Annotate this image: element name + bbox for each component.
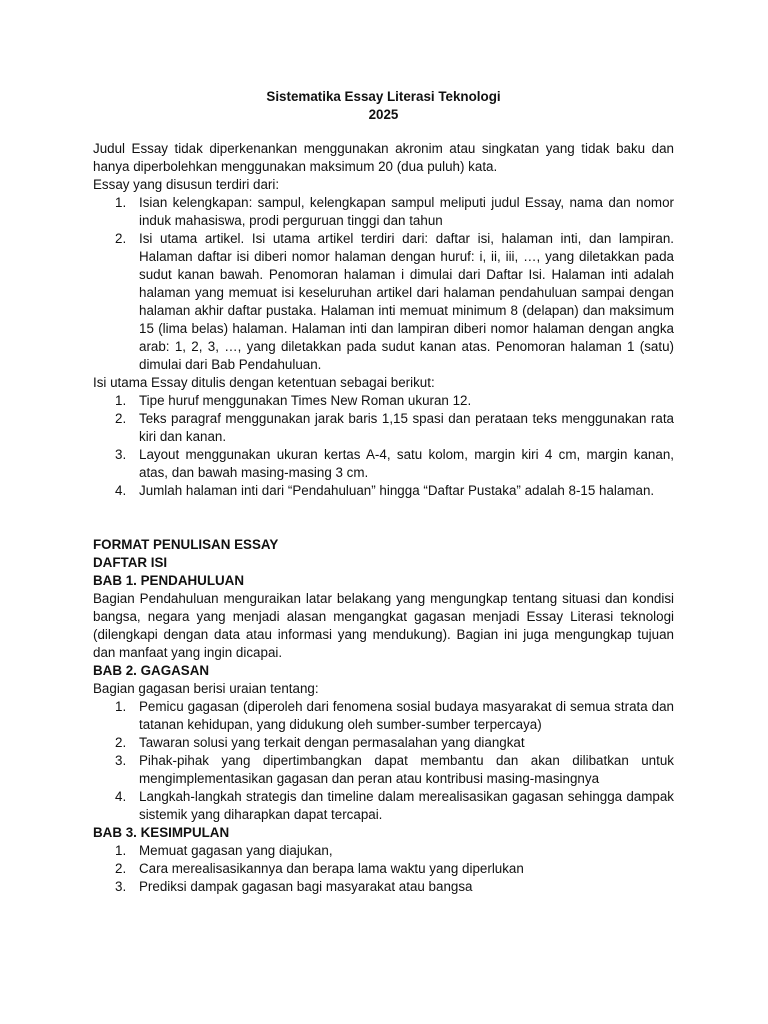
bab3-heading: BAB 3. KESIMPULAN (93, 825, 230, 840)
list-number: 2. (115, 231, 127, 246)
list-number: 4. (115, 483, 127, 498)
list-item-text: Jumlah halaman inti dari “Pendahuluan” hingga “Daftar Pustaka” adalah 8-15 halaman. (139, 483, 655, 498)
list-item (93, 482, 674, 500)
list-number: 2. (115, 411, 127, 426)
list-number: 1. (115, 699, 127, 714)
toc-heading: DAFTAR ISI (93, 555, 168, 570)
list-item (93, 734, 674, 752)
list-item (93, 410, 674, 446)
bab3-list (93, 842, 674, 896)
list-number: 3. (115, 879, 127, 894)
bab2-lead: Bagian gagasan berisi uraian tentang: (93, 681, 319, 696)
list-item (93, 842, 674, 860)
format-heading: FORMAT PENULISAN ESSAY (93, 537, 279, 552)
list-item (93, 788, 674, 824)
list-item-text: Memuat gagasan yang diajukan, (139, 843, 333, 858)
list-number: 3. (115, 447, 127, 462)
list-item-text: Cara merealisasikannya dan berapa lama waktu yang diperlukan (139, 861, 524, 876)
document-body (93, 88, 674, 896)
format-rules-list (93, 392, 674, 500)
document-title: Sistematika Essay Literasi Teknologi (266, 89, 501, 104)
structure-list (93, 194, 674, 374)
list-item-text: Tipe huruf menggunakan Times New Roman ukuran 12. (139, 393, 472, 408)
list-item-text: Layout menggunakan ukuran kertas A-4, satu kolom, margin kiri 4 cm, margin kanan, atas, dan bawah masing-masing 3 cm. (139, 447, 674, 480)
list-item-text: Isi utama artikel. Isi utama artikel terdiri dari: daftar isi, halaman inti, dan lampiran. Halaman daftar isi diberi nomor halaman dengan huruf: i, ii, iii, …, yang diletakkan pada sudut kanan bawah. Penomoran halaman i dimulai dari Daftar Isi. Halaman inti adalah halaman yang memuat isi keseluruhan artikel dari halaman pendahuluan sampai dengan halaman akhir daftar pustaka. Halaman inti memuat minimum 8 (delapan) dan maksimum 15 (lima belas) halaman. Halaman inti dan lampiran diberi nomor halaman dengan angka arab: 1, 2, 3, …, yang diletakkan pada sudut kanan atas. Penomoran halaman 1 (satu) dimulai dari Bab Pendahuluan. (139, 231, 674, 372)
bab1-heading: BAB 1. PENDAHULUAN (93, 573, 245, 588)
list-item-text: Pihak-pihak yang dipertimbangkan dapat membantu dan akan dilibatkan untuk mengimplementasikan gagasan dan peran atau kontribusi masing-masingnya (139, 753, 674, 786)
list-number: 2. (115, 861, 127, 876)
structure-lead: Essay yang disusun terdiri dari: (93, 177, 280, 192)
list-item-text: Langkah-langkah strategis dan timeline dalam merealisasikan gagasan sehingga dampak sistemik yang diharapkan dapat tercapai. (139, 789, 674, 822)
format-lead: Isi utama Essay ditulis dengan ketentuan sebagai berikut: (93, 375, 435, 390)
list-item-text: Pemicu gagasan (diperoleh dari fenomena sosial budaya masyarakat di semua strata dan tatanan kehidupan, yang didukung oleh sumber-sumber terpercaya) (139, 699, 674, 732)
list-item (93, 860, 674, 878)
list-number: 1. (115, 393, 127, 408)
list-item (93, 194, 674, 230)
bab2-heading: BAB 2. GAGASAN (93, 663, 210, 678)
list-item (93, 392, 674, 410)
list-item-text: Isian kelengkapan: sampul, kelengkapan sampul meliputi judul Essay, nama dan nomor induk mahasiswa, prodi perguruan tinggi dan tahun (139, 195, 674, 228)
bab1-paragraph: Bagian Pendahuluan menguraikan latar belakang yang mengungkap tentang situasi dan kondisi bangsa, negara yang menjadi alasan mengangkat gagasan menjadi Essay Literasi teknologi (dilengkapi dengan data atau informasi yang mendukung). Bagian ini juga mengungkap tujuan dan manfaat yang ingin dicapai. (93, 591, 674, 660)
bab2-list (93, 698, 674, 824)
list-item (93, 446, 674, 482)
list-item-text: Tawaran solusi yang terkait dengan permasalahan yang diangkat (139, 735, 525, 750)
list-item-text: Teks paragraf menggunakan jarak baris 1,15 spasi dan perataan teks menggunakan rata kiri dan kanan. (139, 411, 674, 444)
list-item (93, 752, 674, 788)
list-item (93, 878, 674, 896)
list-number: 4. (115, 789, 127, 804)
list-item (93, 230, 674, 374)
list-number: 3. (115, 753, 127, 768)
intro-paragraph: Judul Essay tidak diperkenankan menggunakan akronim atau singkatan yang tidak baku dan hanya diperbolehkan menggunakan maksimum 20 (dua puluh) kata. (93, 141, 674, 174)
list-number: 1. (115, 843, 127, 858)
list-item-text: Prediksi dampak gagasan bagi masyarakat atau bangsa (139, 879, 473, 894)
document-year: 2025 (368, 107, 399, 122)
list-number: 2. (115, 735, 127, 750)
list-item (93, 698, 674, 734)
list-number: 1. (115, 195, 127, 210)
